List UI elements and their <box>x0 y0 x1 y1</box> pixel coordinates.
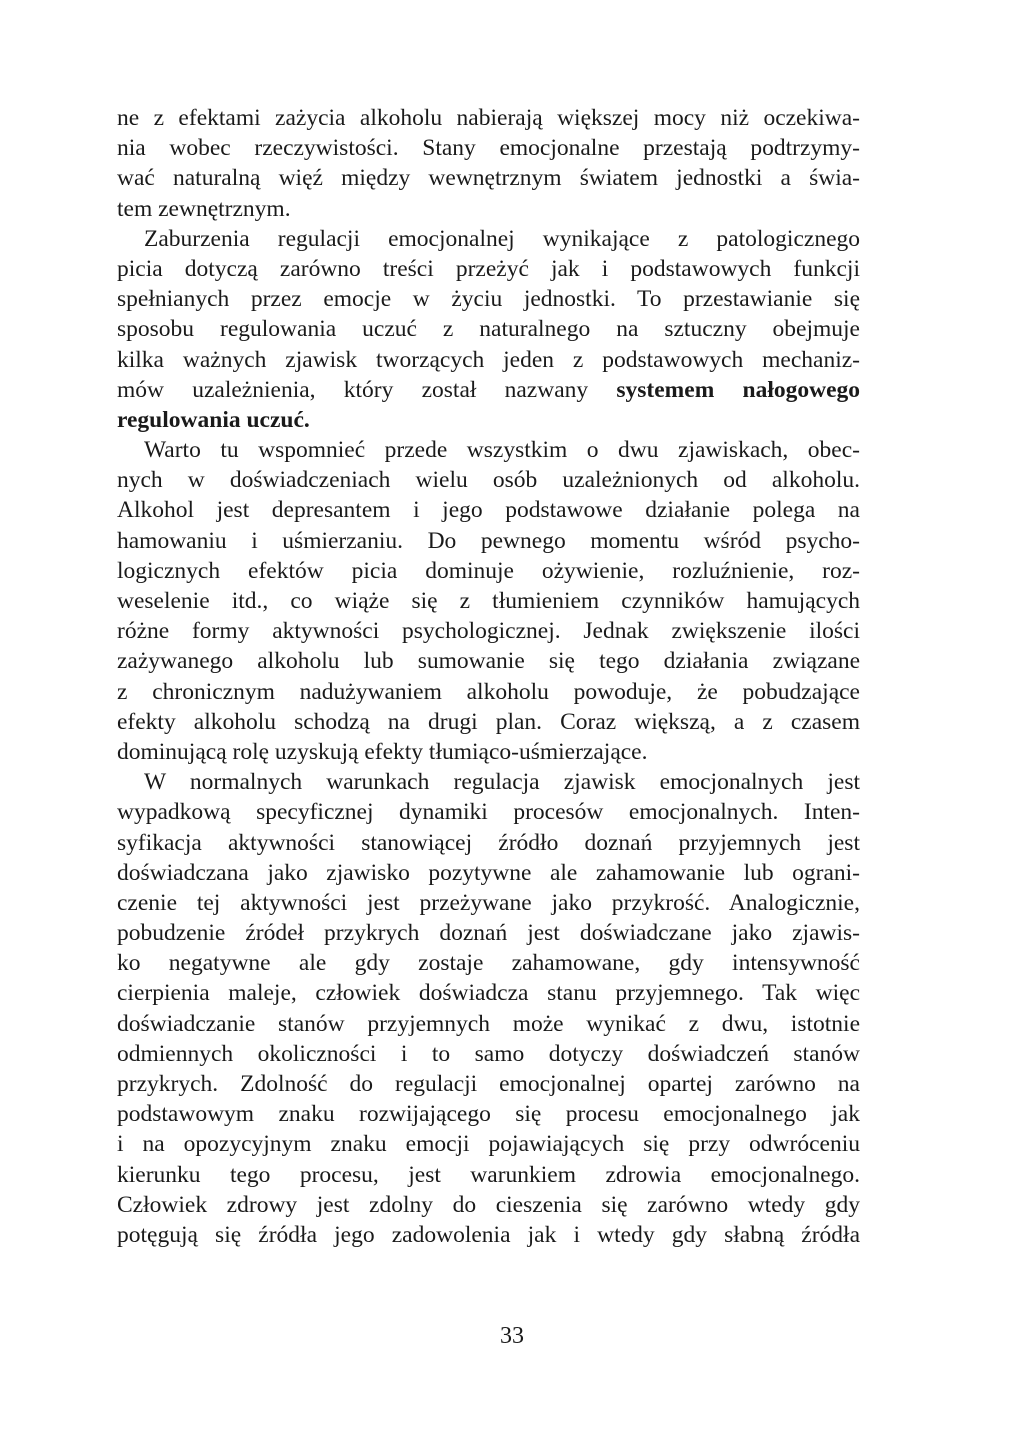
text-line: podstawowym znaku rozwijającego się procesu emocjonalnego jak <box>117 1101 860 1128</box>
text-line: sposobu regulowania uczuć z naturalnego na sztuczny obejmuje <box>117 316 860 343</box>
text-line: logicznych efektów picia dominuje ożywienie, rozluźnienie, roz- <box>117 557 860 584</box>
body-text <box>117 103 860 1250</box>
text-line: i na opozycyjnym znaku emocji pojawiających się przy odwróceniu <box>117 1131 860 1158</box>
text-line <box>117 375 860 405</box>
bold-term: systemem nałogowego <box>616 376 860 403</box>
text-line: doświadczanie stanów przyjemnych może wynikać z dwu, istotnie <box>117 1010 860 1037</box>
text-line: picia dotyczą zarówno treści przeżyć jak i podstawowych funkcji <box>117 255 860 282</box>
text-line: ne z efektami zażycia alkoholu nabierają większej mocy niż oczekiwa- <box>117 105 860 131</box>
text-line: Warto tu wspomnieć przede wszystkim o dwu zjawiskach, obec- <box>144 437 860 464</box>
page-number: 33 <box>500 1323 524 1349</box>
text-line: hamowaniu i uśmierzaniu. Do pewnego momentu wśród psycho- <box>117 527 860 554</box>
text-line: z chronicznym nadużywaniem alkoholu powoduje, że pobudzające <box>117 678 860 705</box>
text-line: Zaburzenia regulacji emocjonalnej wynikające z patologicznego <box>144 225 860 252</box>
text-line: nych w doświadczeniach wielu osób uzależnionych od alkoholu. <box>117 467 860 494</box>
text-line: przykrych. Zdolność do regulacji emocjonalnej opartej zarówno na <box>117 1071 860 1097</box>
text-line: różne formy aktywności psychologicznej. Jednak zwiększenie ilości <box>117 618 860 645</box>
text-line: spełnianych przez emocje w życiu jednostki. To przestawianie się <box>117 286 860 313</box>
text-span: mów uzależnienia, który został nazwany <box>117 376 589 403</box>
text-line: potęgują się źródła jego zadowolenia jak i wtedy gdy słabną źródła <box>117 1221 860 1248</box>
text-line: efekty alkoholu schodzą na drugi plan. Coraz większą, a z czasem <box>117 708 860 735</box>
text-line: cierpienia maleje, człowiek doświadcza stanu przyjemnego. Tak więc <box>117 980 860 1007</box>
text-line: zażywanego alkoholu lub sumowanie się tego działania związane <box>117 648 860 675</box>
text-line: weselenie itd., co wiąże się z tłumieniem czynników hamujących <box>117 588 860 614</box>
text-line: wypadkową specyficznej dynamiki procesów emocjonalnych. Inten- <box>117 799 860 826</box>
text-line: kilka ważnych zjawisk tworzących jeden z podstawowych mechaniz- <box>117 346 860 373</box>
text-line: Alkohol jest depresantem i jego podstawowe działanie polega na <box>117 497 860 524</box>
text-line: tem zewnętrznym. <box>117 195 291 222</box>
text-line: W normalnych warunkach regulacja zjawisk emocjonalnych jest <box>144 769 860 796</box>
text-line: dominującą rolę uzyskują efekty tłumiąco-uśmierzające. <box>117 738 648 765</box>
text-line: czenie tej aktywności jest przeżywane jako przykrość. Analogicznie, <box>117 889 860 916</box>
text-line: Człowiek zdrowy jest zdolny do cieszenia się zarówno wtedy gdy <box>117 1191 860 1218</box>
text-line <box>117 405 860 435</box>
text-line: syfikacja aktywności stanowiącej źródło doznań przyjemnych jest <box>117 829 860 856</box>
text-line: ko negatywne ale gdy zostaje zahamowane, gdy intensywność <box>117 950 860 977</box>
bold-term: regulowania uczuć. <box>117 406 310 433</box>
text-line: kierunku tego procesu, jest warunkiem zdrowia emocjonalnego. <box>117 1161 860 1188</box>
text-line: wać naturalną więź między wewnętrznym światem jednostki a świa- <box>117 165 860 192</box>
text-line: doświadczana jako zjawisko pozytywne ale zahamowanie lub ograni- <box>117 859 860 886</box>
text-line: odmiennych okoliczności i to samo dotyczy doświadczeń stanów <box>117 1040 860 1067</box>
text-line: pobudzenie źródeł przykrych doznań jest doświadczane jako zjawis- <box>117 920 860 947</box>
text-line: nia wobec rzeczywistości. Stany emocjonalne przestają podtrzymy- <box>117 135 860 162</box>
